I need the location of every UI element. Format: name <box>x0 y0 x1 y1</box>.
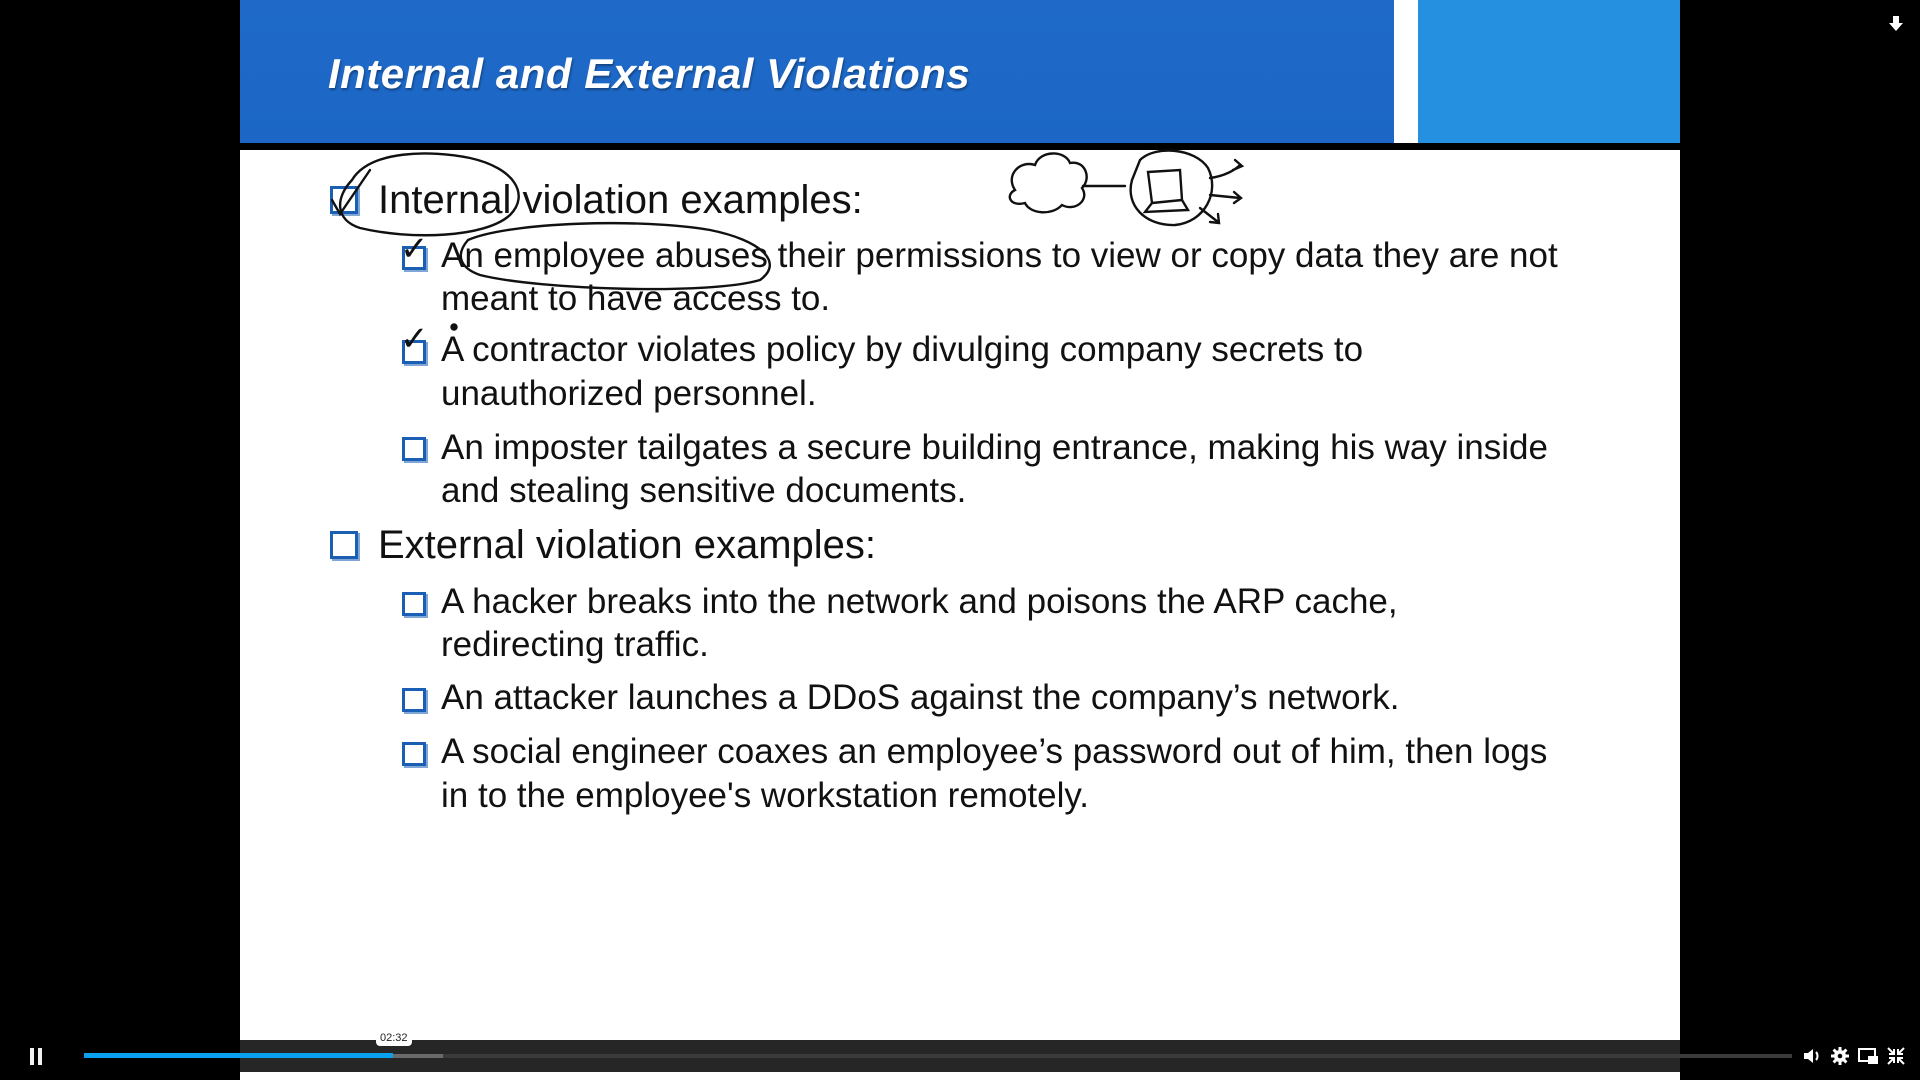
pause-icon <box>30 1048 34 1065</box>
settings-gear-icon <box>1828 1044 1852 1068</box>
list-item-line: in to the employee's workstation remotely. <box>441 776 1089 815</box>
checkbox-bullet-icon <box>330 531 358 559</box>
list-item-line: An employee abuses their permissions to view or copy data they are not <box>441 236 1558 275</box>
section-heading-internal: Internal violation examples: <box>378 178 863 222</box>
list-item-line: A social engineer coaxes an employee’s password out of him, then logs <box>441 732 1548 771</box>
list-item-line: and stealing sensitive documents. <box>441 471 967 510</box>
exit-fullscreen-button[interactable] <box>1884 1044 1908 1068</box>
check-mark-icon: ✓ <box>400 320 429 358</box>
list-item-line: unauthorized personnel. <box>441 374 817 413</box>
download-button[interactable] <box>1886 14 1906 34</box>
list-item-line: A hacker breaks into the network and poisons the ARP cache, <box>441 582 1398 621</box>
picture-in-picture-icon <box>1856 1044 1880 1068</box>
arrow-sketch-icon <box>1210 192 1241 203</box>
checkbox-bullet-icon <box>402 437 426 461</box>
slide-title: Internal and External Violations <box>328 50 971 97</box>
exit-fullscreen-icon <box>1884 1044 1908 1068</box>
settings-button[interactable] <box>1828 1044 1852 1068</box>
checkbox-bullet-icon <box>330 186 358 214</box>
laptop-sketch-icon <box>1145 170 1188 212</box>
volume-button[interactable] <box>1800 1044 1824 1068</box>
cloud-sketch-icon <box>1010 153 1087 212</box>
seek-time-tooltip: 02:32 <box>376 1030 412 1046</box>
header-rule <box>240 143 1680 150</box>
download-arrow-icon <box>1886 14 1906 34</box>
header-stripe <box>1394 0 1418 143</box>
pause-button[interactable] <box>29 1048 43 1065</box>
checkbox-bullet-icon <box>402 742 426 766</box>
list-item-line: redirecting traffic. <box>441 625 709 664</box>
list-item-line: An attacker launches a DDoS against the company’s network. <box>441 678 1400 717</box>
pause-icon-bar <box>38 1048 42 1065</box>
progress-played[interactable] <box>84 1053 393 1058</box>
arrow-sketch-icon <box>1200 208 1219 223</box>
video-frame-slide <box>240 0 1680 1072</box>
header-accent-block <box>1418 0 1680 143</box>
list-item-line: An imposter tailgates a secure building entrance, making his way inside <box>441 428 1548 467</box>
list-item-line: A contractor violates policy by divulging company secrets to <box>441 330 1364 369</box>
list-item-line: meant to have access to. <box>441 279 831 318</box>
volume-icon <box>1800 1044 1824 1068</box>
video-player-controls <box>0 1032 1920 1080</box>
picture-in-picture-button[interactable] <box>1856 1044 1880 1068</box>
checkbox-bullet-icon <box>402 592 426 616</box>
check-mark-icon: ✓ <box>400 230 429 268</box>
computer-circle-icon <box>1131 151 1213 225</box>
checkbox-bullet-icon <box>402 688 426 712</box>
arrow-sketch-icon <box>1210 160 1242 178</box>
section-heading-external: External violation examples: <box>378 523 877 567</box>
